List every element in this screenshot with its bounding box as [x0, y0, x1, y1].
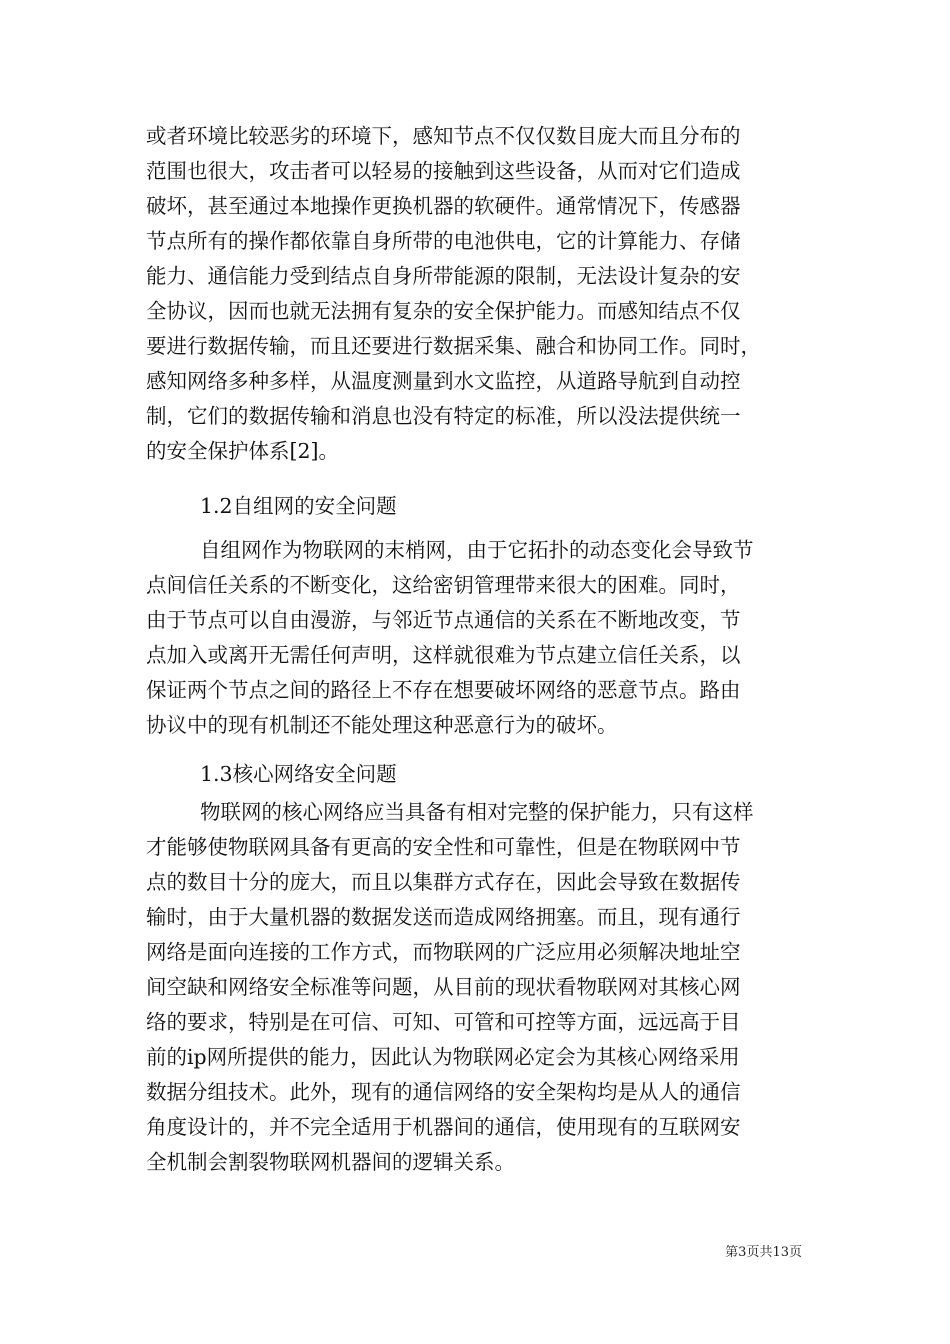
text-line: 角度设计的，并不完全适用于机器间的通信，使用现有的互联网安 — [146, 1115, 741, 1139]
text-line: 范围也很大，攻击者可以轻易的接触到这些设备，从而对它们造成 — [146, 159, 741, 183]
page-number: 第3页共13页 — [725, 1245, 802, 1260]
text-line: 破坏，甚至通过本地操作更换机器的软硬件。通常情况下，传感器 — [146, 194, 741, 218]
text-line: 全协议，因而也就无法拥有复杂的安全保护能力。而感知结点不仅 — [146, 299, 741, 323]
text-line: 输时，由于大量机器的数据发送而造成网络拥塞。而且，现有通行 — [146, 905, 741, 929]
text-line: 物联网的核心网络应当具备有相对完整的保护能力，只有这样 — [200, 800, 754, 824]
text-line: 络的要求，特别是在可信、可知、可管和可控等方面，远远高于目 — [146, 1010, 741, 1034]
text-line: 数据分组技术。此外，现有的通信网络的安全架构均是从人的通信 — [146, 1080, 741, 1104]
text-line: 由于节点可以自由漫游，与邻近节点通信的关系在不断地改变，节 — [146, 608, 741, 632]
section-heading-1-2: 1.2自组网的安全问题 — [200, 494, 397, 518]
section-heading-1-3: 1.3核心网络安全问题 — [200, 762, 397, 786]
text-line: 才能够使物联网具备有更高的安全性和可靠性，但是在物联网中节 — [146, 835, 741, 859]
text-line: 全机制会割裂物联网机器间的逻辑关系。 — [146, 1150, 515, 1174]
text-line: 协议中的现有机制还不能处理这种恶意行为的破坏。 — [146, 713, 618, 737]
text-line: 制，它们的数据传输和消息也没有特定的标准，所以没法提供统一 — [146, 404, 741, 428]
text-line: 能力、通信能力受到结点自身所带能源的限制，无法设计复杂的安 — [146, 264, 741, 288]
text-line: 节点所有的操作都依靠自身所带的电池供电，它的计算能力、存储 — [146, 229, 741, 253]
text-line: 自组网作为物联网的末梢网，由于它拓扑的动态变化会导致节 — [200, 538, 754, 562]
text-line: 点间信任关系的不断变化，这给密钥管理带来很大的困难。同时， — [146, 573, 741, 597]
text-line: 点的数目十分的庞大，而且以集群方式存在，因此会导致在数据传 — [146, 870, 741, 894]
text-line: 感知网络多种多样，从温度测量到水文监控，从道路导航到自动控 — [146, 369, 741, 393]
text-line: 保证两个节点之间的路径上不存在想要破坏网络的恶意节点。路由 — [146, 678, 741, 702]
text-line: 点加入或离开无需任何声明，这样就很难为节点建立信任关系，以 — [146, 643, 741, 667]
text-line: 网络是面向连接的工作方式，而物联网的广泛应用必须解决地址空 — [146, 940, 741, 964]
text-line: 或者环境比较恶劣的环境下，感知节点不仅仅数目庞大而且分布的 — [146, 124, 741, 148]
text-line: 间空缺和网络安全标准等问题，从目前的现状看物联网对其核心网 — [146, 975, 741, 999]
text-line: 前的ip网所提供的能力，因此认为物联网必定会为其核心网络采用 — [146, 1045, 740, 1069]
text-line: 要进行数据传输，而且还要进行数据采集、融合和协同工作。同时， — [146, 334, 761, 358]
text-line: 的安全保护体系[2]。 — [146, 439, 340, 463]
